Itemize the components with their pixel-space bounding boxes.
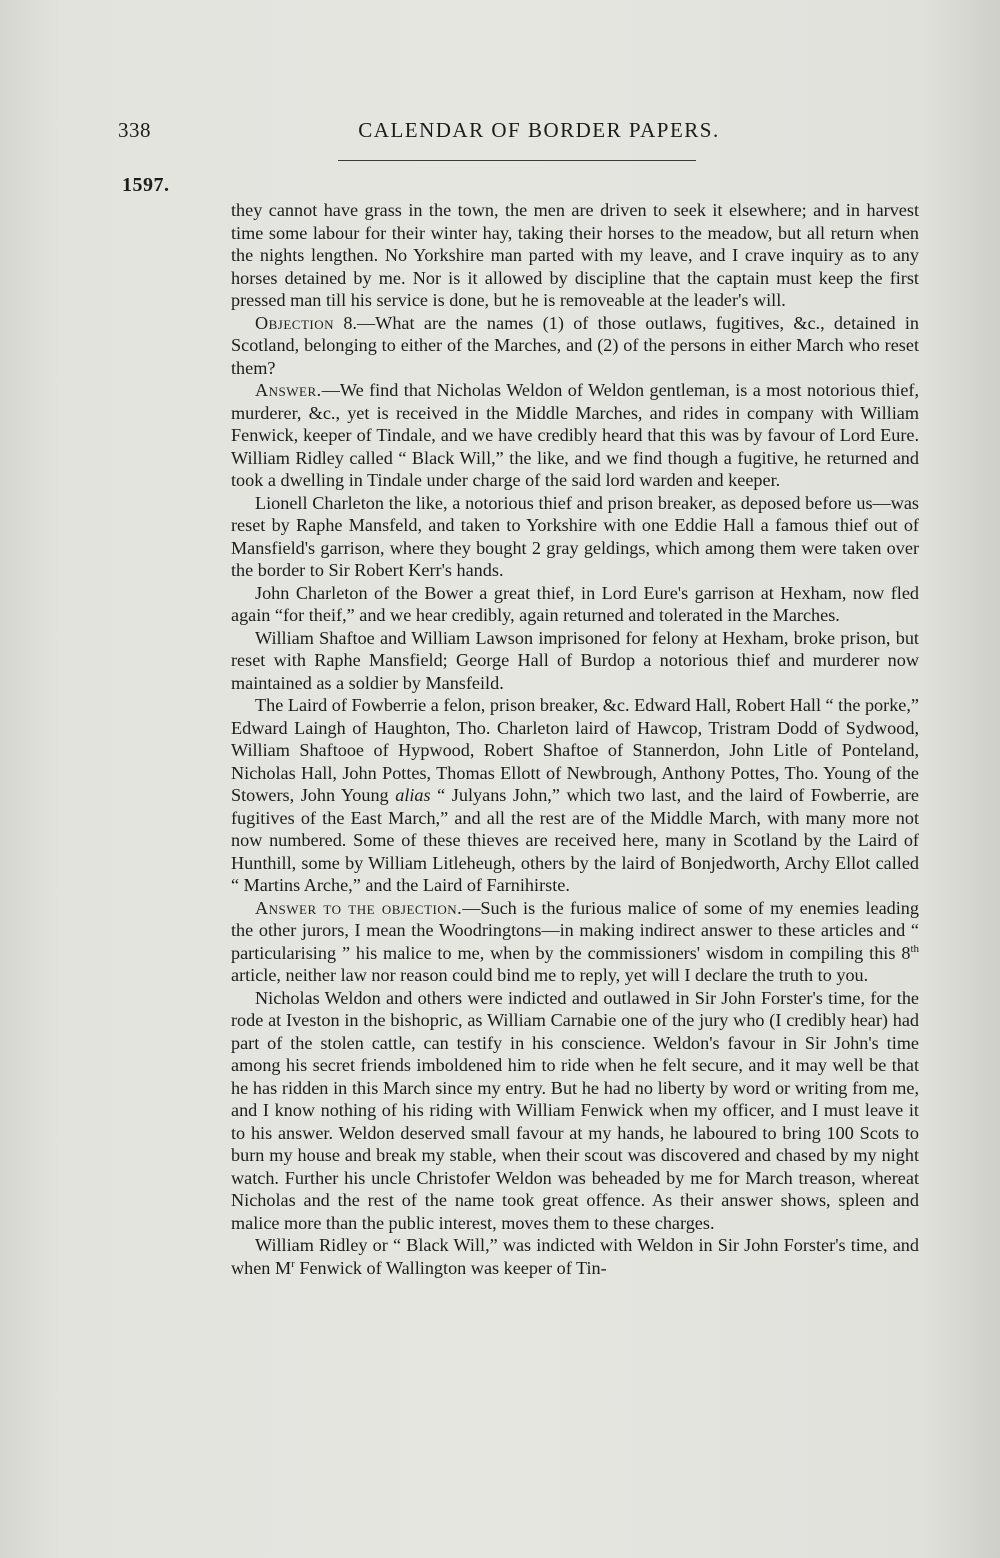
paragraph: Nicholas Weldon and others were indicted and outlawed in Sir John Forster's time, for the rode at Iveston in the bishopric, as William Carnabie one of the jury who (I credibly hear) had part of the stolen cattle, can testify in his conscience. Weldon's favour in Sir John's time among his secret friends imboldened him to ride when he felt secure, and it may well be that he has ridden in this March since my entry. But he had no liberty by word or writing from me, and I know nothing of his riding with William Fenwick when my officer, and I must leave it to his answer. Weldon deserved small favour at my hands, he laboured to bring 100 Scots to burn my house and break my stable, when their scout was discovered and chased by my night watch. Further his uncle Christofer Weldon was beheaded by me for March treason, whereat Nicholas and the rest of the name took great offence. As their answer shows, spleen and malice more than the public interest, moves them to these charges. — [231, 987, 919, 1233]
paragraph: they cannot have grass in the town, the men are driven to seek it elsewhere; and in harvest time some labour for their winter hay, taking their horses to the meadow, but all return when the nights lengthen. No Yorkshire man parted with my leave, and I crave inquiry as to any horses detained by me. Nor is it allowed by discipline that the captain must keep the first pressed man till his service is done, but he is removeable at the leader's will. — [231, 200, 919, 310]
paragraph-lead: Answer to the objection. — [255, 897, 463, 918]
paragraph: William Ridley or “ Black Will,” was indicted with Weldon in Sir John Forster's time, and when $M^r$ Fenwick of Wallington was keeper of Tin- — [231, 1235, 919, 1278]
paragraph: John Charleton of the Bower a great thief, in Lord Eure's garrison at Hexham, now fled again “for theif,” and we hear credibly, again returned and tolerated in the Marches. — [231, 582, 919, 625]
page-header — [118, 118, 920, 158]
body-text — [231, 199, 919, 1279]
paragraph: The Laird of Fowberrie a felon, prison breaker, &c. Edward Hall, Robert Hall “ the porke,” Edward Laingh of Haughton, Tho. Charleton laird of Hawcop, Tristram Dodd of Sydwood, William Shaftooe of Hypwood, Robert Shaftoe of Stannerdon, John Litle of Ponteland, Nicholas Hall, John Pottes, Thomas Ellott of Newbrough, Anthony Pottes, Tho. Young of the Stowers, John Young alias “ Julyans John,” which two last, and the laird of Fowberrie, are fugitives of the East March,” and all the rest are of the Middle March, with many more not now numbered. Some of these thieves are received here, many in Scotland by the Laird of Hunthill, some by William Litleheugh, others by the laird of Bonjedworth, Archy Ellot called “ Martins Arche,” and the Laird of Farnihirste. — [231, 695, 919, 895]
paragraph-lead: Answer. — [255, 380, 322, 400]
header-rule — [338, 160, 696, 161]
superscript: th — [910, 942, 919, 955]
paragraph: Answer.—We find that Nicholas Weldon of Weldon gentleman, is a most notorious thief, murderer, &c., yet is received in the Middle Marches, and rides in company with William Fenwick, keeper of Tindale, and we have credibly heard that this was by favour of Lord Eure. William Ridley called “ Black Will,” the like, and we find though a fugitive, he returned and took a dwelling in Tindale under charge of the said lord warden and keeper. — [231, 380, 919, 490]
year-margin-note: 1597. — [122, 174, 170, 196]
paragraph: Objection 8.—What are the names (1) of those outlaws, fugitives, &c., detained in Scotland, belonging to either of the Marches, and (2) of the persons in either March who reset them? — [231, 312, 919, 378]
page-number: 338 — [118, 118, 151, 142]
italic-term: alias — [395, 785, 431, 805]
superscript: r — [291, 1257, 295, 1270]
paragraph-lead: Objection — [255, 312, 335, 333]
paragraph: William Shaftoe and William Lawson imprisoned for felony at Hexham, broke prison, but reset with Raphe Mansfield; George Hall of Burdop a notorious thief and murderer now maintained as a soldier by Mansfeild. — [231, 627, 919, 693]
running-title: CALENDAR OF BORDER PAPERS. — [358, 118, 720, 142]
paragraph: Lionell Charleton the like, a notorious thief and prison breaker, as deposed before us—was reset by Raphe Mansfeld, and taken to Yorkshire with one Eddie Hall a famous thief out of Mansfield's garrison, where they bought 2 gray geldings, which among them were taken over the border to Sir Robert Kerr's hands. — [231, 492, 919, 580]
paragraph: Answer to the objection.—Such is the furious malice of some of my enemies leading the other jurors, I mean the Woodringtons—in making indirect answer to these articles and “ particularising ” his malice to me, when by the commissioners' wisdom in compiling this 8th article, neither law nor reason could bind me to reply, yet will I declare the truth to you. — [231, 897, 919, 985]
